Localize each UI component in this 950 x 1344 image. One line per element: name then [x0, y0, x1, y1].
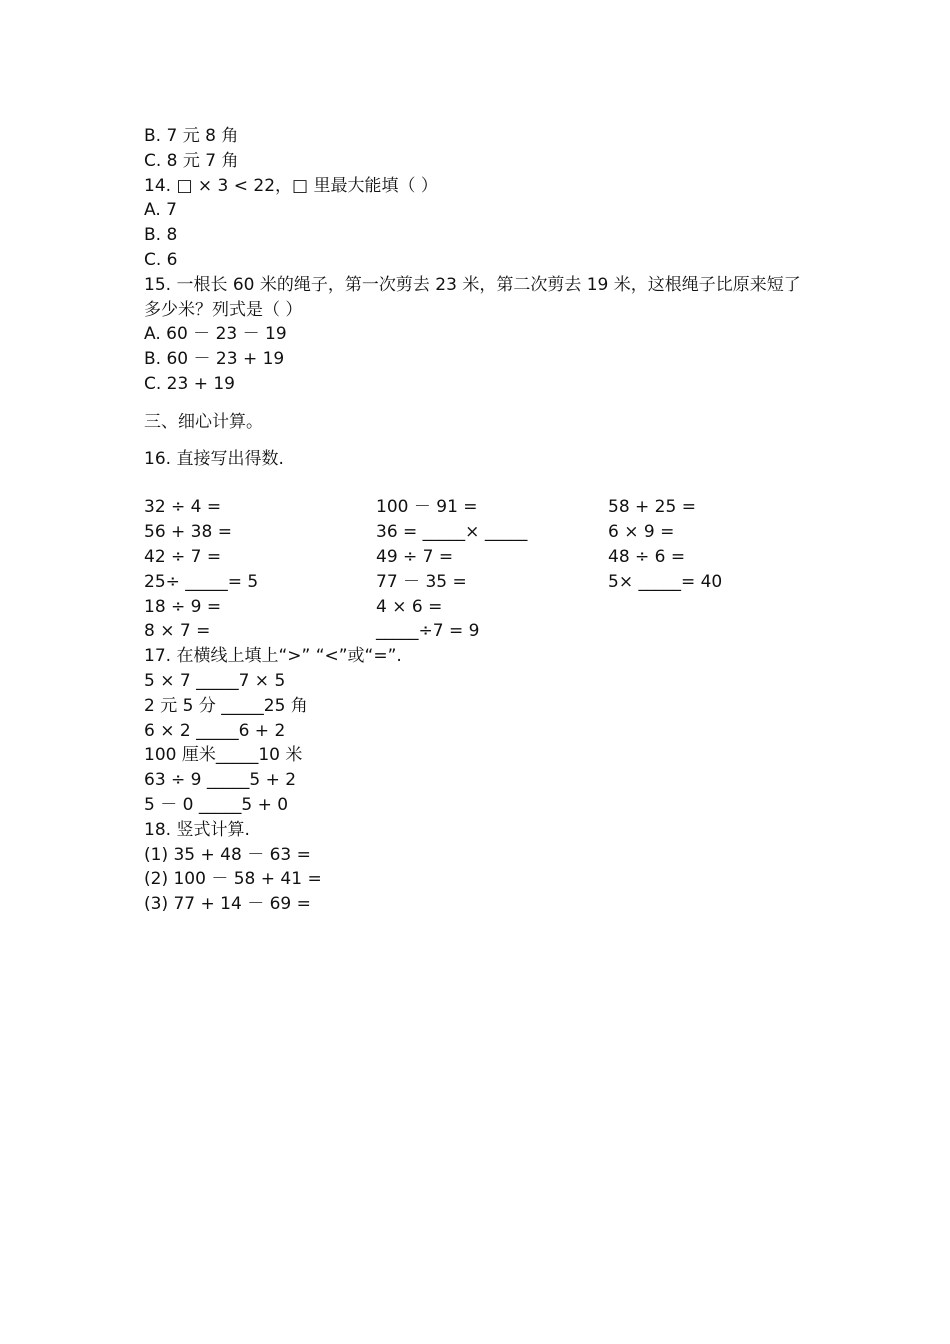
q17-item: 63 ÷ 9 _____5 + 2 — [144, 770, 297, 791]
q14-option-b: B. 8 — [144, 225, 178, 246]
q18-item: (3) 77 + 14 － 69 = — [144, 894, 311, 915]
q16-problem: 8 × 7 = — [144, 621, 211, 642]
q17-item: 5 － 0 _____5 + 0 — [144, 794, 289, 815]
q18-stem: 18. 竖式计算. — [144, 819, 250, 840]
q16-problem: 48 ÷ 6 = — [608, 546, 686, 567]
q17-item: 100 厘米_____10 米 — [144, 745, 303, 766]
q16-problem: 4 × 6 = — [376, 596, 443, 617]
q15-option-c: C. 23 + 19 — [144, 373, 235, 394]
q16-problem: 5× _____= 40 — [608, 571, 723, 592]
q16-problem: 58 + 25 = — [608, 497, 696, 518]
q16-problem: 6 × 9 = — [608, 522, 675, 543]
section3-title: 三、细心计算。 — [144, 411, 263, 432]
q16-problem: _____÷7 = 9 — [376, 621, 480, 642]
q13-option-b: B. 7 元 8 角 — [144, 126, 239, 146]
q18-item: (1) 35 + 48 － 63 = — [144, 844, 311, 865]
q18-item: (2) 100 － 58 + 41 = — [144, 869, 322, 890]
q17-item: 5 × 7 _____7 × 5 — [144, 670, 286, 691]
q16-problem: 49 ÷ 7 = — [376, 546, 454, 567]
q14-stem: 14. □ × 3 < 22，□ 里最大能填（ ） — [144, 175, 438, 196]
q16-problem: 32 ÷ 4 = — [144, 497, 222, 518]
q14-option-c: C. 6 — [144, 249, 178, 270]
q13-option-c: C. 8 元 7 角 — [144, 150, 239, 171]
q15-option-b: B. 60 － 23 + 19 — [144, 349, 285, 370]
q16-problem: 36 = _____× _____ — [376, 522, 528, 543]
q15-option-a: A. 60 － 23 － 19 — [144, 324, 287, 345]
q16-problem: 56 + 38 = — [144, 522, 232, 543]
q16-problem: 77 － 35 = — [376, 571, 467, 592]
q16-problem — [608, 619, 804, 644]
q17-item: 2 元 5 分 _____25 角 — [144, 695, 308, 716]
q15-stem: 15. 一根长 60 米的绳子，第一次剪去 23 米，第二次剪去 19 米，这根绳子比原来短了多少米？列式是（ ） — [144, 274, 801, 320]
q14-option-a: A. 7 — [144, 200, 177, 221]
q16-problem-grid — [144, 495, 804, 644]
q16-problem — [608, 595, 804, 620]
q16-problem: 100 － 91 = — [376, 497, 478, 518]
q17-stem: 17. 在横线上填上“>” “<”或“=”. — [144, 646, 402, 667]
q16-stem: 16. 直接写出得数. — [144, 448, 284, 469]
q16-problem: 18 ÷ 9 = — [144, 596, 222, 617]
worksheet-page — [144, 124, 804, 917]
q16-problem: 25÷ _____= 5 — [144, 571, 259, 592]
q17-item: 6 × 2 _____6 + 2 — [144, 720, 286, 741]
q16-problem: 42 ÷ 7 = — [144, 546, 222, 567]
